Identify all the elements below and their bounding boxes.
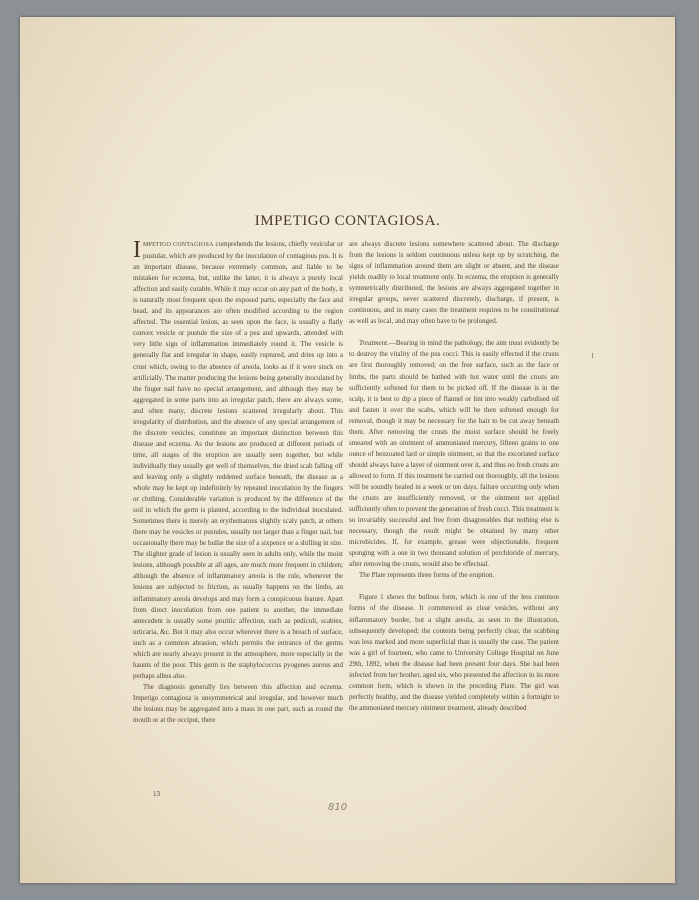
intro-paragraph [133, 239, 343, 682]
continuation-paragraph: are always discrete lesions somewhere scattered about. The discharge from the lesions is seldom continuous unless kept up by scratching, the signs of inflammation around them are slight or absent, and the disease yields readily to local treatment only. In eczema, the eruption is generally symmetrically distributed, the lesions are always aggregated together in irregular groups, never scattered discretely, discharge, if present, is continuous, and in many cases the treatment requires to be constitutional as well as local, and may often have to be prolonged. [349, 240, 559, 326]
diagnosis-paragraph: The diagnosis generally lies between this affection and eczema. Impetigo contagiosa is unsymmetrical and irregular, and however much the lesions may be aggregated into a mass in one part, such as round the mouth or at the occiput, there [133, 682, 343, 725]
margin-mark [592, 353, 593, 358]
figure-paragraph: Figure 1 shows the bullous form, which is one of the less common forms of the disease. It commenced as clear vesicles, without any inflammatory border, but a slight areola, as seen in the illustration, subsequently developed; the contents being perfectly clear, the scabbing was less marked and more superficial than is usually the case. The patient was a girl of fourteen, who came to University College Hospital on June 29th, 1892, when the disease had been present four days. She had been infected from her brother, aged six, who presented the affection in its more common form, which is shown in the preceding Plate. The girl was perfectly healthy, and the disease yielded completely within a fortnight to the ammoniated mercury ointment treatment, already described [349, 593, 559, 712]
page-number: 13 [153, 790, 160, 798]
pencil-annotation: 810 [328, 802, 348, 813]
left-column [133, 239, 343, 726]
right-column [349, 239, 559, 714]
opening-caps: MPETIGO CONTAGIOSA [143, 242, 214, 248]
treatment-heading: Treatment. [359, 339, 389, 348]
treatment-text: —Bearing in mind the pathology, the aim must evidently be to destroy the vitality of the pus cocci. This is easily effected if the crusts are first thoroughly removed; on the free surface, such as the face or limbs, the parts should be bathed with hot water until the crusts are sufficiently softened for them to be picked off. If the disease is in the scalp, it is best to dip a piece of flannel or lint into weakly carbolised oil and fasten it over the scabs, which will be then softened enough for removal, though it may be necessary for the hair to be cut away beneath them. After removing the crusts the moist surface should be freely smeared with an ointment of ammoniated mercury, fifteen grains to one ounce of benzoated lard or simple ointment, so that the excoriated surface should always have a layer of ointment over it, and thus no fresh crusts are allowed to form. If this treatment be carried out thoroughly, all the lesions will be soundly healed in a week or ten days, failure occurring only when the crusts are insufficiently removed, or the ointment not applied sufficiently often to prevent the generation of fresh cocci. This treatment is so invariably successful and free from disagreeables that nothing else is necessary, though the result might be obtained by many other microbicides. If, for example, grease were objectionable, frequent sponging with a one in two thousand solution of perchloride of mercury, after removing the crusts, would also be effectual. [349, 339, 559, 569]
drop-cap: I [133, 237, 141, 263]
page-title: IMPETIGO CONTAGIOSA. [254, 213, 441, 229]
intro-text: comprehends the lesions, chiefly vesicular or pustular, which are produced by the inoculation of contagious pus. It is an important disease, because extremely common, and liable to be mistaken for eczema, but, unlike the latter, it is always a purely local affection and easily curable. While it may occur on any part of the body, it is naturally most frequent upon the exposed parts, especially the face and head, and its appearances are often modified according to the region affected. The essential lesion, as seen upon the face, is usually a flatly convex vesicle or pustule the size of a pea and upwards, attended with very little sign of inflammation immediately round it. The vesicle is generally flat and irregular in shape, easily ruptured, and dries up into a crust which, owing to the absence of areola, looks as if it were stuck on artificially. The matter producing the lesions being generally inoculated by the finger nail have no special arrangement, and although they may be aggregated in some parts into an irregular patch, there are always some, and often many, discrete lesions scattered irregularly about. This irregularity of distribution, and the absence of any special arrangement of the discrete vesicles, constitute an important distinction between this disease and eczema. As the lesions are produced at different periods of time, all stages of the eruption are usually seen together, but while individually they usually get well of themselves, the dried scab falling off and leaving only a slightly reddened surface beneath, the disease as a whole may be kept up indefinitely by repeated inoculation by the fingers or clothing. Considerable variation is produced by the difference of the soil in which the germ is planted, according to the individual inoculated. Sometimes there is merely an erythematous slightly scaly patch, at others there may be vesicles or pustules, usually not larger than a finger nail, but occasionally there may be bullæ the size of a sixpence or a shilling in size. The slighter grade of lesion is usually seen in adults only, while the moist lesions, although possible at all ages, are much more frequent in children; although the absence of inflammatory areola is the rule, whenever the lesions are subjected to friction, as usually happens on the limbs, an inflammatory areola develops and may form a conspicuous feature. Apart from direct inoculation from one patient to another, the immediate antecedent is usually some pruritic affection, such as pediculi, scabies, urticaria, &c. But it may also occur wherever there is a breach of surface, such as a common abrasion, which permits the entrance of the germs which are nearly always present in the atmosphere, more especially in the haunts of the poor. This germ is the staphylococcus pyogenes aureus and perhaps albus also. [133, 240, 343, 680]
plate-paragraph: The Plate represents three forms of the eruption. [359, 571, 495, 580]
page-sheet [20, 17, 675, 883]
treatment-paragraph [349, 338, 559, 570]
